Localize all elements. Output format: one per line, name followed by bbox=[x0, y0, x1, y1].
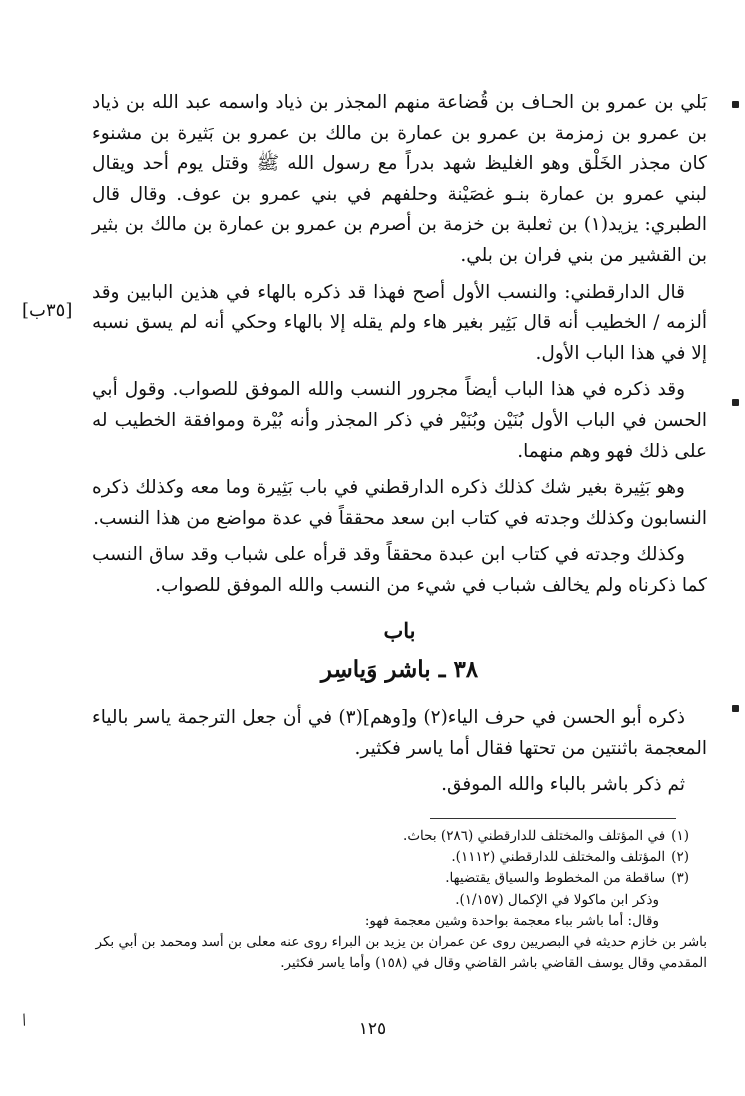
chapter-label: باب bbox=[383, 618, 416, 643]
footnote: (١)في المؤتلف والمختلف للدارقطني (٢٨٦) بحاث. bbox=[403, 828, 689, 844]
manuscript-folio-marker: [٣٥ب] bbox=[22, 300, 73, 321]
chapter-title: ٣٨ ـ باشر وَياسِر bbox=[320, 656, 479, 683]
paragraph: بَلي بن عمرو بن الحـاف بن قُضاعة منهم المجذر بن ذياد واسمه عبد الله بن ذياد بن عمرو بن زمزمة بن عمرو بن عمارة بن مالك بن عمرو بن بَثيرة بن مشنوء كان مجذر الخَلْق وهو الغليظ شهد بدراً مع رسول الله ﷺ وقتل يوم أحد ويقال لبني عمرو بن عمارة بنـو غصَيْنة وحلفهم في بني عمرو بن عوف. وقال قال الطبري: يزيد(١) بن ثعلبة بن خزمة بن أصرم بن عمرو بن عمارة بن مالك بن بثير بن القشير من بني فران بن بلي. bbox=[92, 92, 707, 266]
stray-mark: / bbox=[19, 1011, 30, 1029]
footnote-divider bbox=[430, 818, 676, 819]
margin-mark bbox=[732, 705, 739, 712]
body-text bbox=[92, 88, 707, 608]
footnote: (٣)ساقطة من المخطوط والسياق يقتضيها. bbox=[445, 870, 689, 887]
paragraph: وكذلك وجدته في كتاب ابن عبدة محققاً وقد قرأه على شباب وقد ساق النسب كما ذكرناه ولم يخالف شباب في شيء من النسب والله الموفق للصواب. bbox=[92, 544, 707, 596]
paragraph: قال الدارقطني: والنسب الأول أصح فهذا قد ذكره بالهاء في هذين البابين وقد ألزمه / الخطيب أنه قال بَثِير بغير هاء ولم يقله إلا بالهاء وحكي أنه لم يسق نسبه إلا في هذا الباب الأول. bbox=[92, 281, 707, 364]
footnotes bbox=[92, 826, 707, 974]
footnote-tail: باشر بن خازم حديثه في البصريين روى عن عمران بن يزيد بن البراء روى عنه معلى بن أسد ومحمد بن أبي بكر المقدمي وقال يوسف القاضي باشر القاضي وقال في (١٥٨) وأما ياسر فكثير. bbox=[95, 934, 707, 972]
margin-mark bbox=[732, 101, 739, 108]
margin-mark bbox=[732, 399, 739, 406]
page-number: ١٢٥ bbox=[358, 1019, 387, 1039]
footnote-continuation: وذكر ابن ماكولا في الإكمال (١/١٥٧). bbox=[455, 891, 659, 908]
paragraph: وقد ذكره في هذا الباب أيضاً مجرور النسب والله الموفق للصواب. وقول أبي الحسن في الباب الأول بُنَيْن وبُنَيْر في ذكر المجذر وأنه بُيْرة وموافقة الخطيب له على ذلك فهو وهم منهما. bbox=[92, 379, 707, 462]
paragraph: ذكره أبو الحسن في حرف الياء(٢) و[وهم](٣) في أن جعل الترجمة ياسر بالياء المعجمة باثنتين من تحتها فقال أما ياسر فكثير. bbox=[92, 707, 707, 759]
footnote-continuation: وقال: أما باشر بباء معجمة بواحدة وشين معجمة فهو: bbox=[364, 912, 659, 929]
paragraph: وهو بَثِيرة بغير شك كذلك ذكره الدارقطني في باب بَثِيرة وما معه وكذلك ذكره النسابون وكذلك وجدته في كتاب ابن سعد محققاً في عدة مواضع من هذا النسب. bbox=[92, 477, 707, 529]
paragraph: ثم ذكر باشر بالباء والله الموفق. bbox=[441, 774, 685, 796]
section-text bbox=[92, 703, 707, 807]
footnote: (٢)المؤتلف والمختلف للدارقطني (١١١٢). bbox=[451, 849, 689, 866]
